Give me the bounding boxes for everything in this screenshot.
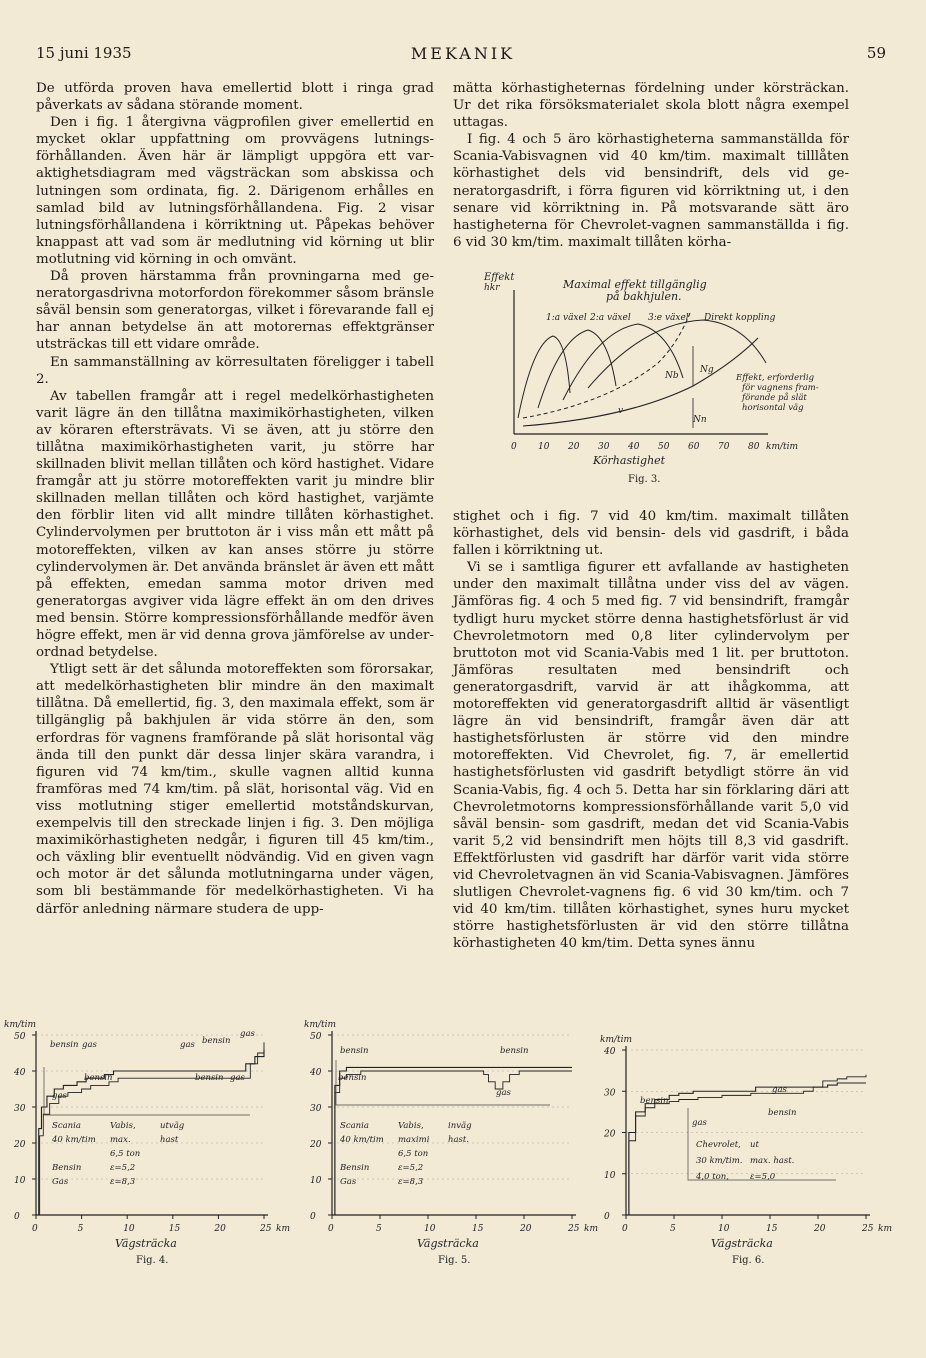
series-annotation: bensin xyxy=(500,1046,529,1056)
info-cell: 30 km/tim. xyxy=(696,1156,743,1166)
info-cell: max. hast. xyxy=(750,1156,795,1166)
figure-caption: Fig. 6. xyxy=(732,1255,765,1266)
page-date: 15 juni 1935 xyxy=(36,44,132,62)
info-cell: hast xyxy=(160,1135,179,1145)
x-tick-label: 5 xyxy=(670,1224,676,1234)
fig3-xlabel: Körhastighet xyxy=(593,454,666,467)
y-tick-label: 40 xyxy=(14,1068,26,1078)
fig3-gear-1: 1:a växel xyxy=(546,313,587,323)
y-tick-label: 20 xyxy=(310,1140,322,1150)
series-annotation: bensin xyxy=(50,1040,79,1050)
fig3-note-4: horisontal väg xyxy=(742,403,804,413)
series-annotation: bensin xyxy=(640,1096,669,1106)
figure-4-chart xyxy=(0,1010,300,1350)
x-tick-label: 15 xyxy=(472,1224,484,1234)
fig3-xtick: 80 xyxy=(748,442,760,452)
info-cell: utväg xyxy=(160,1121,185,1131)
y-tick-label: 0 xyxy=(604,1212,610,1222)
fig3-note-2: för vagnens fram- xyxy=(742,383,819,393)
series-annotation: gas xyxy=(772,1085,787,1095)
x-tick-label: 0 xyxy=(32,1224,38,1234)
fig3-note-3: förande på slät xyxy=(742,393,807,403)
x-tick-label: 0 xyxy=(622,1224,628,1234)
x-tick-label: 10 xyxy=(718,1224,730,1234)
fig3-curve-gear1 xyxy=(518,336,570,418)
x-unit-label: km xyxy=(584,1224,598,1234)
fig3-symbol-nb: Nb xyxy=(665,371,679,381)
figure-3 xyxy=(478,268,838,493)
paragraph: stighet och i fig. 7 vid 40 km/tim. maximalt tillåten körhastighet, dels vid bensin- dels vid gasdrift, i båda fallen i körriktning ut. xyxy=(453,509,849,559)
y-tick-label: 50 xyxy=(310,1032,322,1042)
figure-3-svg xyxy=(478,268,838,493)
paragraph: I fig. 4 och 5 äro körhastigheterna sammanställda för Scania-Vabisvagnen vid 40 km/tim. maximalt tilllåten körhastighet dels vid bensindrift, dels vid generatorgasdrift, i förra figuren vid körriktning ut, i den senare vid körriktning in. På motsvarande sätt äro hastigheterna för Chevrolet-vagnen sammanställda i fig. 6 vid 30 km/tim. maximalt tillåten körha- xyxy=(453,132,849,250)
figure-5 xyxy=(300,1010,605,1350)
y-tick-label: 0 xyxy=(310,1212,316,1222)
journal-title: MEKANIK xyxy=(410,44,516,63)
y-tick-label: 30 xyxy=(310,1104,322,1114)
info-cell: Bensin xyxy=(340,1163,370,1173)
fig3-resistance-flat xyxy=(523,338,758,426)
series-annotation: bensin xyxy=(340,1046,369,1056)
series-annotation: bensin xyxy=(768,1108,797,1118)
right-column-top xyxy=(453,80,849,251)
series-annotation: bensin xyxy=(338,1073,367,1083)
info-cell: 40 km/tim xyxy=(52,1135,96,1145)
info-cell: max. xyxy=(110,1135,131,1145)
series-annotation: bensin xyxy=(202,1036,231,1046)
x-axis-title: Vägsträcka xyxy=(417,1237,479,1250)
fig3-yunit: hkr xyxy=(484,283,500,293)
fig3-xtick: 60 xyxy=(688,442,700,452)
info-cell: Bensin xyxy=(52,1163,82,1173)
series-annotation: gas xyxy=(82,1040,97,1050)
info-cell: 6,5 ton xyxy=(398,1149,429,1159)
x-axis-title: Vägsträcka xyxy=(711,1237,773,1250)
series-annotation: gas xyxy=(180,1040,195,1050)
y-unit-label: km/tim xyxy=(304,1020,337,1030)
series-annotation: bensin xyxy=(195,1073,224,1083)
paragraph: Av tabellen framgår att i regel medelkörhastigheten varit lägre än den tillåtna maximikörhastigheten, vilken av köraren eftersträvats. Vi se även, att ju större den tillåtna maximikörhastigheten varit, ju större har skillnaden blivit mellan tillåten och körd hastighet. Vidare framgår att ju större motoreffekten varit ju mindre blir skillnaden mellan tillåten och körd hastighet, varjämte den förblir liten vid allt mindre tillåten körhastighet. Cylindervolymen per bruttoton är i viss mån ett mått på motoreffekten, vilken av kan anses större ju större cylindervolymen är. Det använda bränslet är även ett mått på effekten, emedan samma motor driven med generatorgas avgiver vida lägre effekt än om den drives med bensin. Större kompressionsförhållande medför även högre effekt, men är vid denna grova jämförelse av underordnad betydelse. xyxy=(36,388,434,661)
x-tick-label: 5 xyxy=(376,1224,382,1234)
fig3-xtick: 30 xyxy=(598,442,610,452)
x-tick-label: 15 xyxy=(168,1224,181,1234)
info-cell: Chevrolet, xyxy=(696,1140,741,1150)
fig3-note-1: Effekt, erforderlig xyxy=(736,373,815,383)
fig3-gear-4: Direkt koppling xyxy=(704,313,776,323)
x-tick-label: 10 xyxy=(123,1224,135,1234)
fig3-gear-2: 2:a växel xyxy=(590,313,631,323)
fig3-title-2: på bakhjulen. xyxy=(606,290,682,303)
fig3-x-ticks xyxy=(511,442,760,452)
x-tick-label: 20 xyxy=(520,1224,532,1234)
y-tick-label: 30 xyxy=(604,1088,616,1099)
info-cell: 4,0 ton, xyxy=(696,1172,729,1182)
info-cell: inväg xyxy=(448,1121,472,1131)
fig3-gear-3: 3:e växel xyxy=(648,313,689,323)
fig3-xtick: 70 xyxy=(718,442,730,452)
x-axis-title: Vägsträcka xyxy=(115,1237,177,1250)
x-tick-label: 25 xyxy=(260,1224,272,1234)
info-cell: Gas xyxy=(340,1177,357,1187)
figure-6 xyxy=(596,1010,926,1350)
fig3-xtick: 40 xyxy=(628,442,640,452)
page-number: 59 xyxy=(866,44,886,62)
right-column-bottom xyxy=(453,508,849,952)
x-tick-label: 20 xyxy=(214,1224,226,1234)
fig3-xtick: 0 xyxy=(511,442,517,452)
info-cell: Scania xyxy=(340,1121,369,1131)
fig3-symbol-v: v xyxy=(618,406,624,416)
figure-caption: Fig. 4. xyxy=(136,1255,169,1266)
paragraph: mätta körhastigheternas fördelning under körsträckan. Ur det rika försöksmaterialet skola blott några exempel uttagas. xyxy=(453,81,849,131)
paragraph: En sammanställning av körresultaten föreligger i tabell 2. xyxy=(36,354,434,387)
info-cell: Vabis, xyxy=(110,1121,136,1131)
x-tick-label: 0 xyxy=(328,1224,334,1234)
fig3-title-1: Maximal effekt tillgänglig xyxy=(563,278,707,291)
info-cell: hast. xyxy=(448,1135,470,1145)
series-annotation: bensin xyxy=(84,1073,113,1083)
fig3-symbol-nn: Nn xyxy=(693,415,707,425)
series-annotation: gas xyxy=(496,1088,511,1098)
paragraph: Vi se i samtliga figurer ett avfallande av hastigheten under den maximalt tillåtna under viss del av vägen. Jämföras fig. 4 och 5 med fig. 7 vid bensindrift, framgår tydligt huru mycket större denna hastighetsförlust är vid Chevroletmotorn med 0,8 liter cylindervolym per bruttoton mot vid Scania-Vabis med 1 lit. per bruttoton. Jämföras resultaten med bensindrift och generatorgasdrift, varvid är att ihågkomma, att motoreffekten vid generatorgasdrift alltid är väsentligt lägre än vid bensindrift, framgår även där att hastighetsförlusten är större vid den mindre motoreffekten. Vid Chevrolet, fig. 7, är emellertid hastighetsförlusten vid gasdrift betydligt större än vid Scania-Vabis, fig. 4 och 5. Detta har sin förklaring däri att Chevroletmotorns kompressionsförhållande varit 5,0 vid såväl bensin- som gasdrift, medan det vid Scania-Vabis varit 5,2 vid bensindrift men höjts till 8,3 vid gasdrift. Effektförlusten vid gasdrift har därför varit vida större vid Chevroletvagnen än vid Scania-Vabisvagnen. Jämföres slutligen Chevrolet-vagnens fig. 6 vid 30 km/tim. och 7 vid 40 km/tim. tillåten körhastighet, synes huru mycket större hastighetsförlusten är vid den större tillåtna körhastigheten 40 km/tim. Detta synes ännu xyxy=(453,560,849,952)
x-unit-label: km xyxy=(878,1224,892,1234)
y-tick-label: 40 xyxy=(604,1047,616,1057)
info-cell: maximi xyxy=(398,1135,430,1145)
info-cell: Vabis, xyxy=(398,1121,424,1131)
y-unit-label: km/tim xyxy=(4,1020,37,1030)
x-tick-label: 25 xyxy=(568,1224,580,1234)
x-tick-label: 25 xyxy=(862,1224,874,1234)
paragraph: Då proven härstamma från provningarna med generatorgasdrivna motorfordon förekommer såsom bränsle såväl bensin som generatorgas, vilket i förevarande fall ej har annan betydelse än att motorernas effektgränser utsträckas till ett vidare område. xyxy=(36,269,434,353)
info-cell: ε=8,3 xyxy=(110,1177,136,1187)
fig3-curve-gear3 xyxy=(563,324,683,400)
figure-6-chart xyxy=(596,1010,926,1350)
y-tick-label: 20 xyxy=(604,1129,616,1140)
x-tick-label: 20 xyxy=(814,1224,826,1234)
info-cell: ut xyxy=(750,1140,759,1150)
y-unit-label: km/tim xyxy=(600,1035,633,1045)
y-tick-label: 10 xyxy=(310,1176,322,1186)
info-cell: ε=5,2 xyxy=(398,1163,424,1173)
info-cell: ε=8,3 xyxy=(398,1177,424,1187)
info-cell: Scania xyxy=(52,1121,81,1131)
series-annotation: gas xyxy=(240,1029,255,1039)
fig3-xtick: 20 xyxy=(568,442,580,452)
fig3-ylabel: Effekt xyxy=(484,272,515,283)
fig3-caption: Fig. 3. xyxy=(628,474,661,485)
paragraph: De utförda proven hava emellertid blott i ringa grad påverkats av sådana störande moment. xyxy=(36,81,434,114)
info-cell: ε=5,0 xyxy=(750,1172,776,1182)
fig3-xtick: 50 xyxy=(658,442,670,452)
info-cell: Gas xyxy=(52,1177,69,1187)
info-cell: 40 km/tim xyxy=(340,1135,384,1145)
series-annotation: gas xyxy=(692,1118,707,1128)
y-tick-label: 0 xyxy=(14,1212,20,1222)
y-tick-label: 40 xyxy=(310,1068,322,1078)
y-tick-label: 30 xyxy=(14,1104,26,1114)
fig3-xtick: 10 xyxy=(538,442,550,452)
info-cell: 6,5 ton xyxy=(110,1149,141,1159)
y-tick-label: 10 xyxy=(604,1170,616,1181)
series-annotation: gas xyxy=(52,1091,67,1101)
x-tick-label: 15 xyxy=(766,1224,778,1234)
x-tick-label: 5 xyxy=(77,1224,84,1234)
left-column xyxy=(36,80,434,918)
paragraph: Den i fig. 1 återgivna vägprofilen giver emellertid en mycket oklar uppfattning om provvägens lutningsförhållanden. Även här är lämpligt uppgöra ett varaktighetsdiagram med vägsträckan som abskissa och lutningen som ordinata, fig. 2. Därigenom erhålles en samlad bild av lutningsförhållandena. Fig. 2 visar lutningsförhållandena i körriktning ut. Påpekas behöver knappast att vad som är medlutning vid körning ut blir motlutning vid körning in och omvänt. xyxy=(36,115,434,267)
figure-4 xyxy=(0,1010,300,1350)
series-annotation: gas xyxy=(230,1073,245,1083)
figure-caption: Fig. 5. xyxy=(438,1255,471,1266)
info-box-outline xyxy=(336,1060,550,1105)
x-unit-label: km xyxy=(276,1224,290,1234)
paragraph: Ytligt sett är det sålunda motoreffekten som förorsakar, att medelkörhastigheten blir mindre än den maximalt tillåtna. Då emellertid, fig. 3, den maximala effekt, som är tillgänglig på bakhjulen är vida större än den, som erfordras för vagnens framförande på slät horisontal väg ända till den punkt där dessa linjer skära varandra, i figuren vid 74 km/tim., skulle vagnen alltid kunna framföras med 74 km/tim. på slät, horisontal väg. Vid en viss motlutning stiger emellertid motståndskurvan, exempelvis till den streckade linjen i fig. 3. Den möjliga maximikörhastigheten nedgår, i figuren till 45 km/tim., och växling blir eventuellt nödvändig. Vid en given vagn och motor är det sålunda motlutningarna under vägen, som bli bestämmande för medelkörhastigheten. Vi ha därför anledning närmare studera de upp- xyxy=(36,662,434,917)
y-tick-label: 50 xyxy=(14,1032,26,1042)
y-tick-label: 20 xyxy=(14,1140,26,1150)
fig3-xunit: km/tim xyxy=(766,442,799,452)
x-tick-label: 10 xyxy=(424,1224,436,1234)
fig3-symbol-ng: Ng xyxy=(700,365,714,375)
y-tick-label: 10 xyxy=(14,1176,26,1186)
figure-5-chart xyxy=(300,1010,605,1350)
info-cell: ε=5,2 xyxy=(110,1163,136,1173)
